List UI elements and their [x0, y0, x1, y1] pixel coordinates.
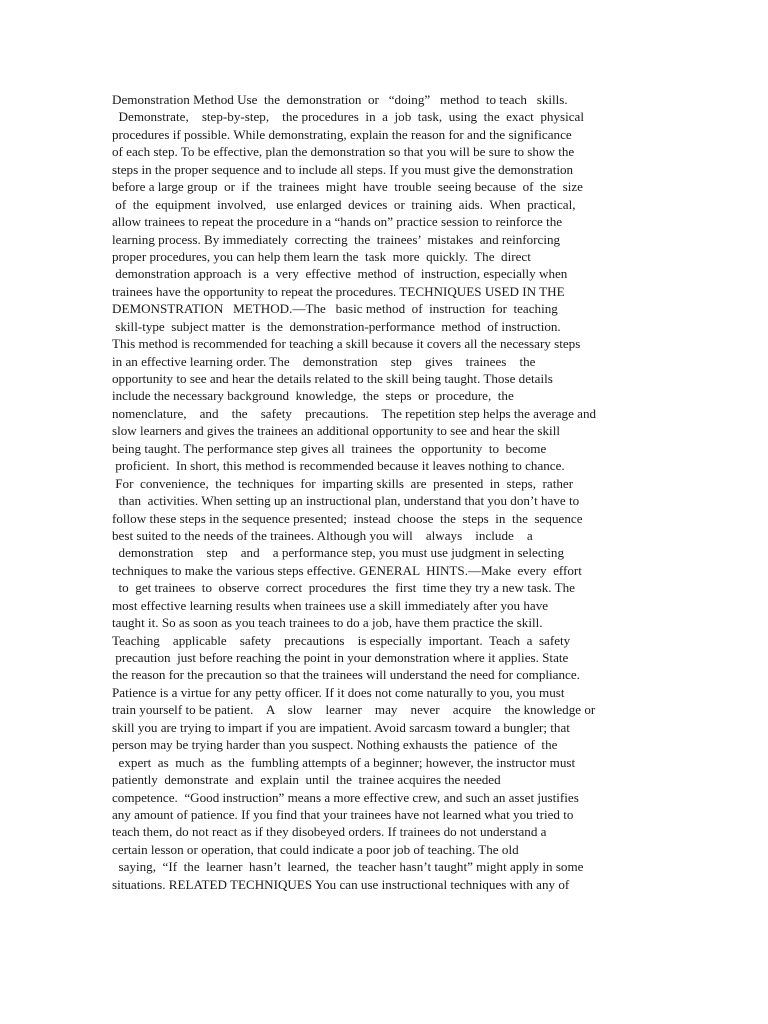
- text-line: most effective learning results when trainees use a skill immediately after you have: [112, 597, 549, 613]
- text-line: proper procedures, you can help them learn the task more quickly. The direct: [112, 248, 531, 264]
- body-text: [112, 91, 660, 893]
- text-line: proficient. In short, this method is recommended because it leaves nothing to chance.: [112, 458, 565, 474]
- text-line: skill you are trying to impart if you are impatient. Avoid sarcasm toward a bungler; that: [112, 719, 570, 735]
- text-line: DEMONSTRATION METHOD.—The basic method of instruction for teaching: [112, 301, 558, 317]
- text-line: Demonstration Method Use the demonstration or “doing” method to teach skills.: [112, 92, 568, 107]
- text-line: competence. “Good instruction” means a more effective crew, and such an asset justifies: [112, 789, 579, 805]
- text-line: demonstration step and a performance step, you must use judgment in selecting: [112, 545, 564, 561]
- text-line: procedures if possible. While demonstrating, explain the reason for and the significance: [112, 126, 572, 142]
- text-line: train yourself to be patient. A slow learner may never acquire the knowledge or: [112, 702, 596, 718]
- text-line: certain lesson or operation, that could indicate a poor job of teaching. The old: [112, 841, 519, 857]
- text-line: demonstration approach is a very effective method of instruction, especially when: [112, 266, 568, 282]
- text-line: situations. RELATED TECHNIQUES You can use instructional techniques with any of: [112, 876, 570, 892]
- text-line: being taught. The performance step gives all trainees the opportunity to become: [112, 440, 547, 456]
- text-line: in an effective learning order. The demonstration step gives trainees the: [112, 353, 536, 369]
- text-line: before a large group or if the trainees might have trouble seeing because of the size: [112, 179, 583, 195]
- text-line: follow these steps in the sequence presented; instead choose the steps in the sequence: [112, 510, 583, 526]
- text-line: This method is recommended for teaching a skill because it covers all the necessary steps: [112, 336, 581, 352]
- text-line: than activities. When setting up an instructional plan, understand that you don’t have to: [112, 493, 580, 509]
- text-line: precaution just before reaching the point in your demonstration where it applies. State: [112, 650, 569, 665]
- text-line: of the equipment involved, use enlarged devices or training aids. When practical,: [112, 196, 576, 212]
- text-line: any amount of patience. If you find that your trainees have not learned what you tried to: [112, 806, 574, 822]
- text-line: saying, “If the learner hasn’t learned, the teacher hasn’t taught” might apply in some: [112, 859, 584, 875]
- text-line: include the necessary background knowledge, the steps or procedure, the: [112, 388, 514, 404]
- text-line: Patience is a virtue for any petty officer. If it does not come naturally to you, you must: [112, 684, 565, 700]
- text-line: trainees have the opportunity to repeat the procedures. TECHNIQUES USED IN THE: [112, 283, 565, 299]
- text-line: slow learners and gives the trainees an additional opportunity to see and hear the skill: [112, 423, 560, 439]
- text-line: skill-type subject matter is the demonstration-performance method of instruction.: [112, 318, 561, 334]
- text-line: nomenclature, and the safety precautions. The repetition step helps the average and: [112, 405, 597, 421]
- text-line: opportunity to see and hear the details related to the skill being taught. Those details: [112, 371, 553, 386]
- text-line: patiently demonstrate and explain until the trainee acquires the needed: [112, 772, 501, 788]
- text-line: Demonstrate, step-by-step, the procedures in a job task, using the exact physical: [112, 109, 584, 125]
- text-line: best suited to the needs of the trainees. Although you will always include a: [112, 527, 533, 543]
- text-line: allow trainees to repeat the procedure in a “hands on” practice session to reinforce the: [112, 214, 563, 230]
- text-line: expert as much as the fumbling attempts of a beginner; however, the instructor must: [112, 754, 576, 770]
- text-line: techniques to make the various steps effective. GENERAL HINTS.—Make every effort: [112, 562, 582, 578]
- text-line: steps in the proper sequence and to include all steps. If you must give the demonstration: [112, 161, 574, 177]
- text-line: of each step. To be effective, plan the demonstration so that you will be sure to show the: [112, 144, 575, 160]
- text-line: the reason for the precaution so that the trainees will understand the need for compliance.: [112, 667, 580, 683]
- text-line: teach them, do not react as if they disobeyed orders. If trainees do not understand a: [112, 824, 547, 840]
- text-line: For convenience, the techniques for imparting skills are presented in steps, rather: [112, 475, 574, 491]
- text-line: taught it. So as soon as you teach trainees to do a job, have them practice the skill.: [112, 615, 543, 631]
- text-line: Teaching applicable safety precautions is especially important. Teach a safety: [112, 632, 571, 648]
- text-line: person may be trying harder than you suspect. Nothing exhausts the patience of the: [112, 737, 558, 753]
- text-line: learning process. By immediately correcting the trainees’ mistakes and reinforcing: [112, 231, 561, 247]
- text-line: to get trainees to observe correct procedures the first time they try a new task. The: [112, 580, 575, 596]
